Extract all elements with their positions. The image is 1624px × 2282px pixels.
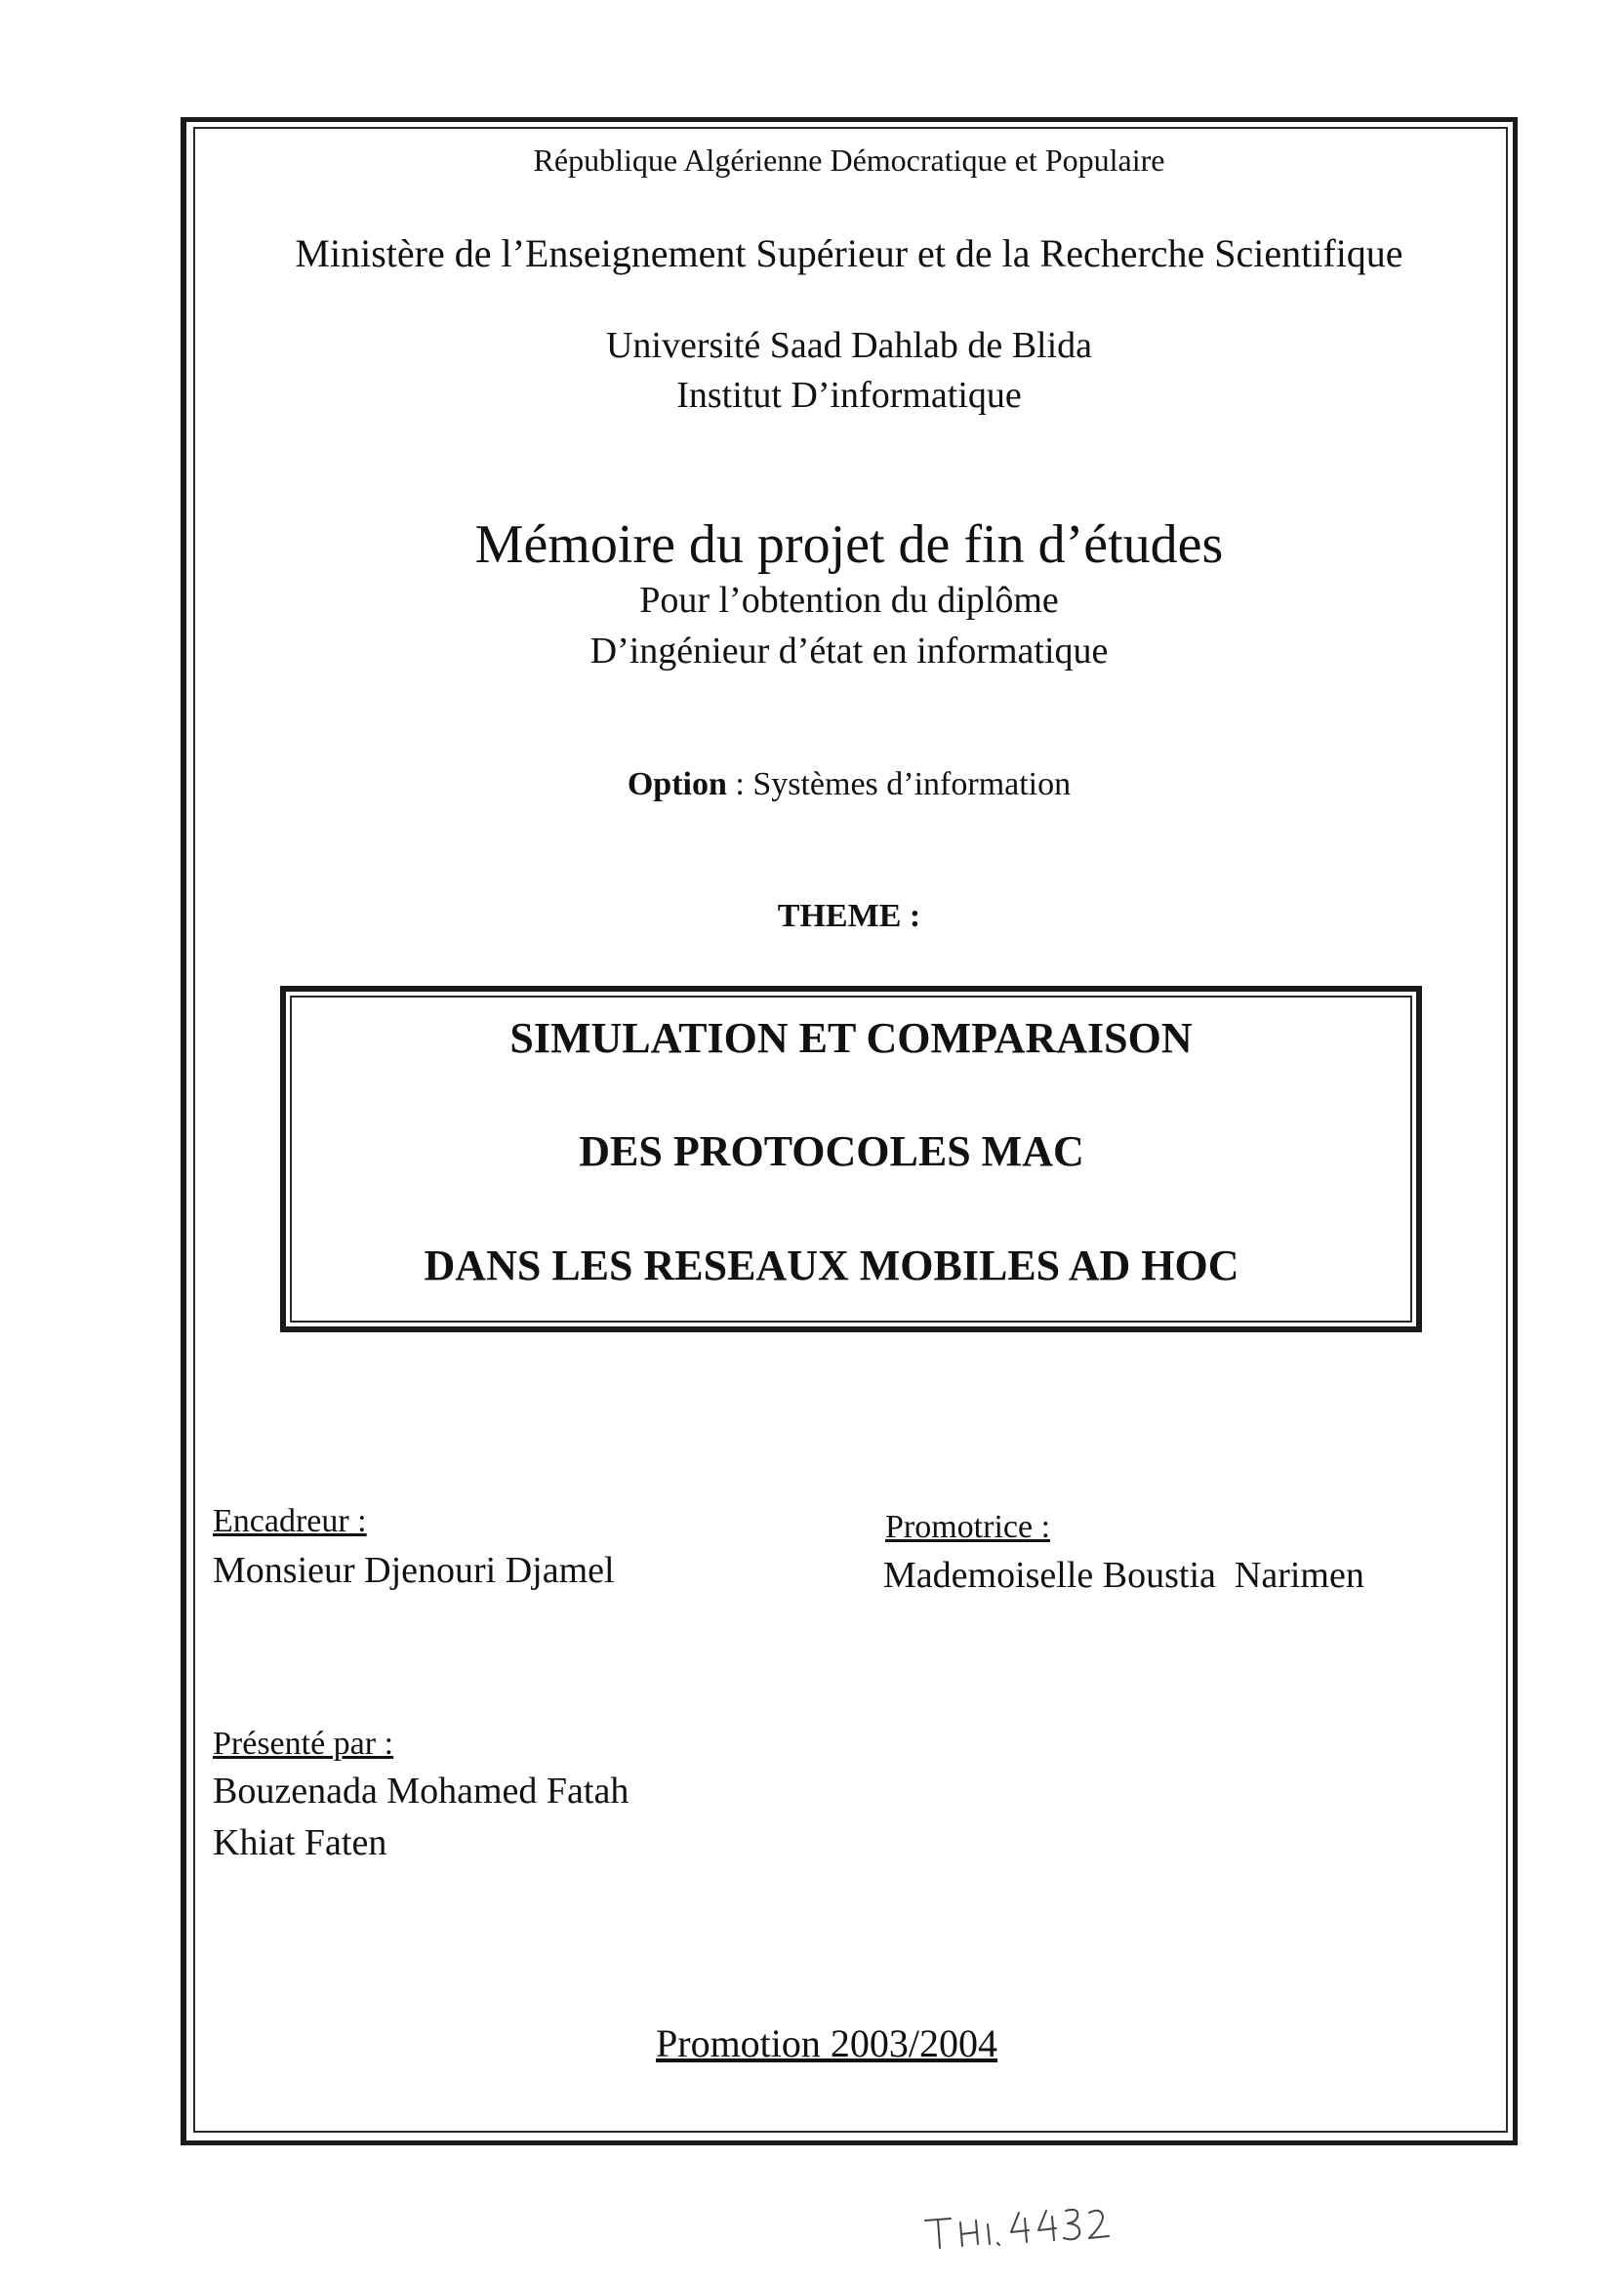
theme-label: THEME :	[777, 898, 921, 934]
encadreur-label: Encadreur :	[213, 1503, 367, 1539]
promotrice-name: Mademoiselle Boustia Narimen	[883, 1555, 1364, 1596]
ministere-heading: Ministère de l’Enseignement Supérieur et de la Recherche Scientifique	[295, 231, 1403, 275]
option-label: Option	[627, 766, 727, 802]
handwritten-reference-mark	[917, 2199, 1132, 2258]
memoire-pour-line: Pour l’obtention du diplôme	[639, 580, 1059, 621]
memoire-diplome-line: D’ingénieur d’état en informatique	[589, 631, 1109, 672]
universite-heading: Université Saad Dahlab de Blida	[605, 325, 1093, 366]
presente-par-label: Présenté par :	[213, 1726, 394, 1762]
theme-title-box	[280, 986, 1422, 1332]
theme-title-line-3: DANS LES RESEAUX MOBILES AD HOC	[424, 1242, 1239, 1289]
promotion-year: Promotion 2003/2004	[656, 2021, 998, 2065]
theme-title-line-2: DES PROTOCOLES MAC	[579, 1127, 1084, 1175]
option-separator: :	[726, 766, 753, 802]
option-line	[181, 766, 1518, 803]
institut-heading: Institut D’informatique	[676, 375, 1022, 416]
promotrice-label: Promotrice :	[885, 1509, 1051, 1545]
presenter-name-2: Khiat Faten	[213, 1822, 387, 1863]
option-value: Systèmes d’information	[752, 766, 1072, 802]
republique-heading: République Algérienne Démocratique et Populaire	[533, 143, 1165, 178]
presenter-name-1: Bouzenada Mohamed Fatah	[213, 1771, 629, 1812]
theme-title-line-1: SIMULATION ET COMPARAISON	[509, 1014, 1193, 1062]
memoire-title: Mémoire du projet de fin d’études	[474, 514, 1224, 575]
encadreur-name: Monsieur Djenouri Djamel	[213, 1550, 615, 1591]
